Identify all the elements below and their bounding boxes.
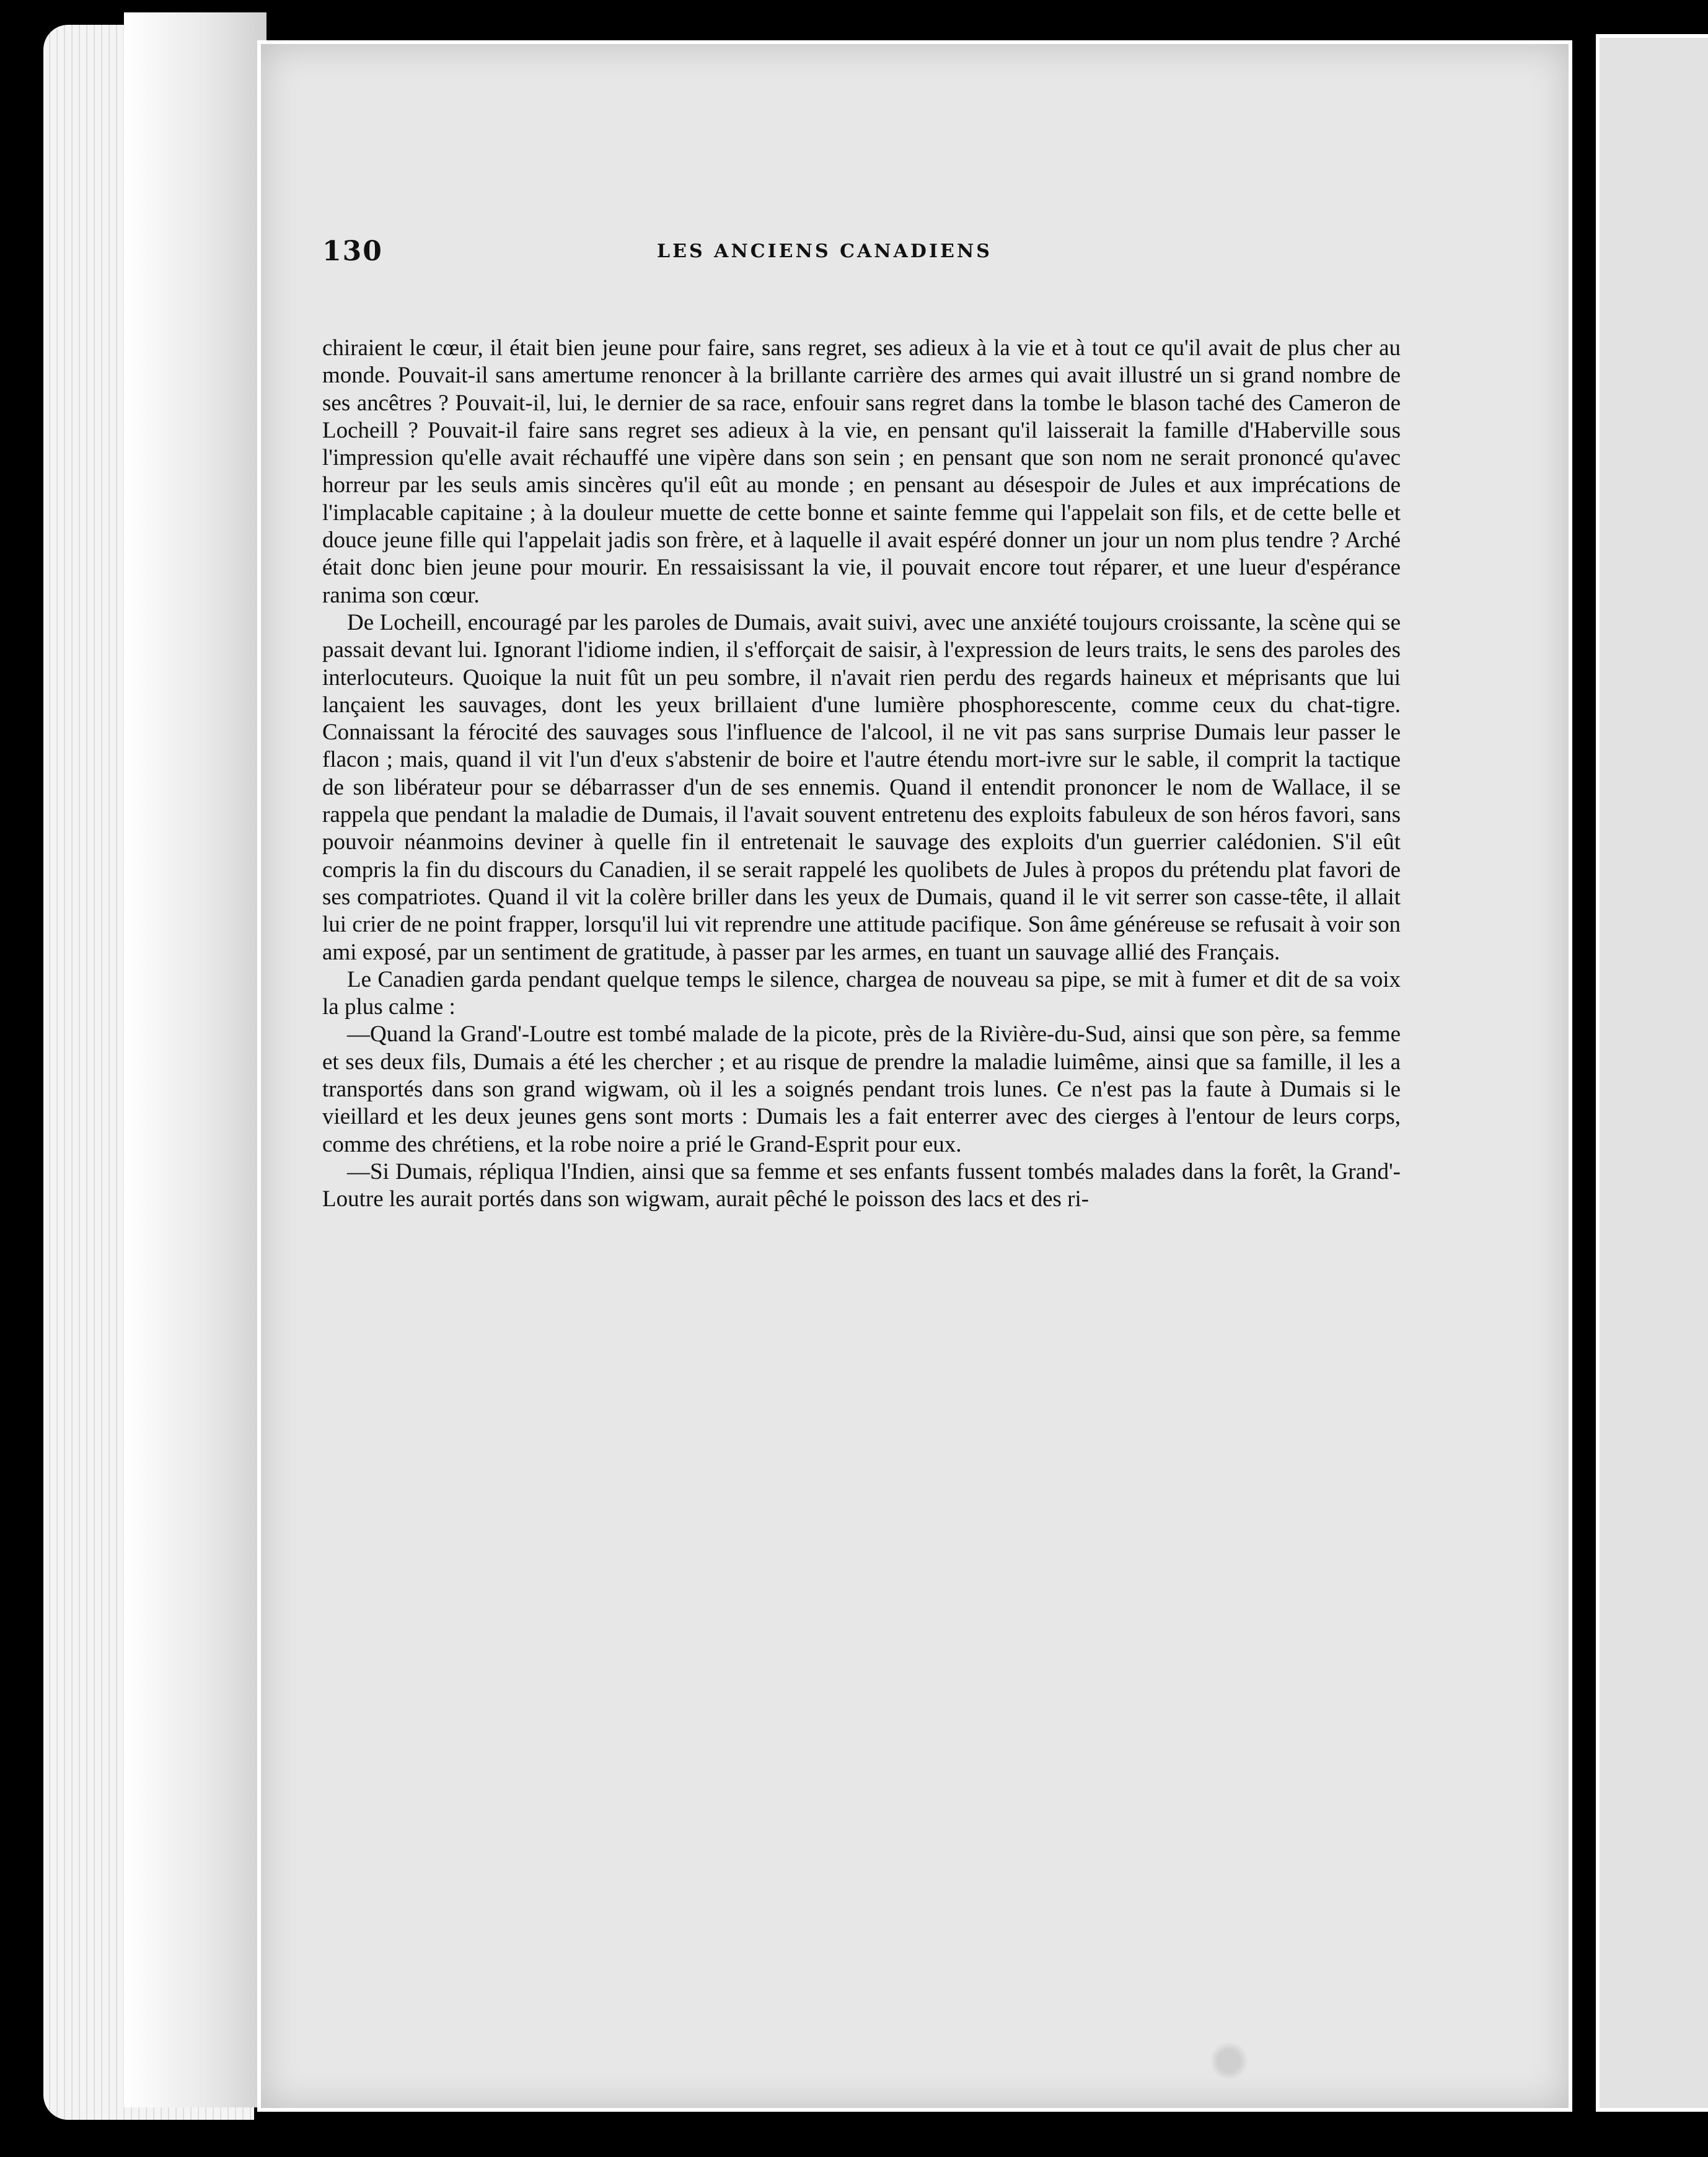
paragraph: Le Canadien garda pendant quelque temps le silence, chargea de nouveau sa pipe, se mit à fumer et dit de sa voix la plus calme : — [322, 966, 1401, 1020]
library-stamp-mark — [1212, 2042, 1255, 2080]
paragraph: De Locheill, encouragé par les paroles de Dumais, avait suivi, avec une anxiété toujours croissante, la scène qui se passait devant lui. Ignorant l'idiome indien, il s'efforçait de saisir, à l'expression de leurs traits, le sens des paroles des interlocuteurs. Quoique la nuit fût un peu sombre, il n'avait rien perdu des regards haineux et méprisants que lui lançaient les sauvages, dont les yeux brillaient d'une lumière phosphorescente, comme ceux du chat-tigre. Connaissant la férocité des sauvages sous l'influence de l'alcool, il ne vit pas sans surprise Dumais leur passer le flacon ; mais, quand il vit l'un d'eux s'abstenir de boire et l'autre étendu mort-ivre sur le sable, il comprit la tactique de son libérateur pour se débarrasser d'un de ses ennemis. Quand il entendit prononcer le nom de Wallace, il se rappela que pendant la maladie de Dumais, il l'avait souvent entretenu des exploits fabuleux de son héros favori, sans pouvoir néanmoins deviner à quelle fin il entretenait le sauvage des exploits d'un guerrier calédonien. S'il eût compris la fin du discours du Canadien, il se serait rappelé les quolibets de Jules à propos du prétendu plat favori de ses compatriotes. Quand il vit la colère briller dans les yeux de Dumais, quand il le vit serrer son casse-tête, il allait lui crier de ne point frapper, lorsqu'il lui vit reprendre une attitude pacifique. Son âme généreuse se refusait à voir son ami exposé, par un sentiment de gratitude, à passer par les armes, en tuant un sauvage allié des Français. — [322, 609, 1401, 965]
paragraph: —Quand la Grand'-Loutre est tombé malade de la picote, près de la Rivière-du-Sud, ainsi que son père, sa femme et ses deux fils, Dumais a été les chercher ; et au risque de prendre la maladie luimême, ainsi que sa famille, il les a transportés dans son grand wigwam, où il les a soignés pendant trois lunes. Ce n'est pas la faute à Dumais si le vieillard et les deux jeunes gens sont morts : Dumais les a fait enterrer avec des cierges à l'entour de leurs corps, comme des chrétiens, et la robe noire a prié le Grand-Esprit pour eux. — [322, 1021, 1401, 1157]
running-title: LES ANCIENS CANADIENS — [657, 240, 992, 262]
book-page-edges-inner — [124, 12, 266, 2107]
body-text — [322, 335, 1401, 1214]
page-number: 130 — [322, 236, 383, 267]
paragraph: —Si Dumais, répliqua l'Indien, ainsi que sa femme et ses enfants fussent tombés malades dans la forêt, la Grand'-Loutre les aurait portés dans son wigwam, aurait pêché le poisson des lacs et des ri- — [322, 1158, 1401, 1212]
paragraph: chiraient le cœur, il était bien jeune pour faire, sans regret, ses adieux à la vie et à tout ce qu'il avait de plus cher au monde. Pouvait-il sans amertume renoncer à la brillante carrière des armes qui avait illustré un si grand nombre de ses ancêtres ? Pouvait-il, lui, le dernier de sa race, enfouir sans regret dans la tombe le blason taché des Cameron de Locheill ? Pouvait-il faire sans regret ses adieux à la vie, en pensant qu'il laisserait la famille d'Haberville sous l'impression qu'elle avait réchauffé une vipère dans son sein ; en pensant que son nom ne serait prononcé qu'avec horreur par les seuls amis sincères qu'il eût au monde ; en pensant au désespoir de Jules et aux imprécations de l'implacable capitaine ; à la douleur muette de cette bonne et sainte femme qui l'appelait son fils, et de cette belle et douce jeune fille qui l'appelait jadis son frère, et à laquelle il avait espéré donner un jour un nom plus tendre ? Arché était donc bien jeune pour mourir. En ressaisissant la vie, il pouvait encore tout réparer, et une lueur d'espérance ranima son cœur. — [322, 335, 1401, 608]
facing-page — [1596, 34, 1708, 2112]
page-header — [322, 236, 1407, 273]
